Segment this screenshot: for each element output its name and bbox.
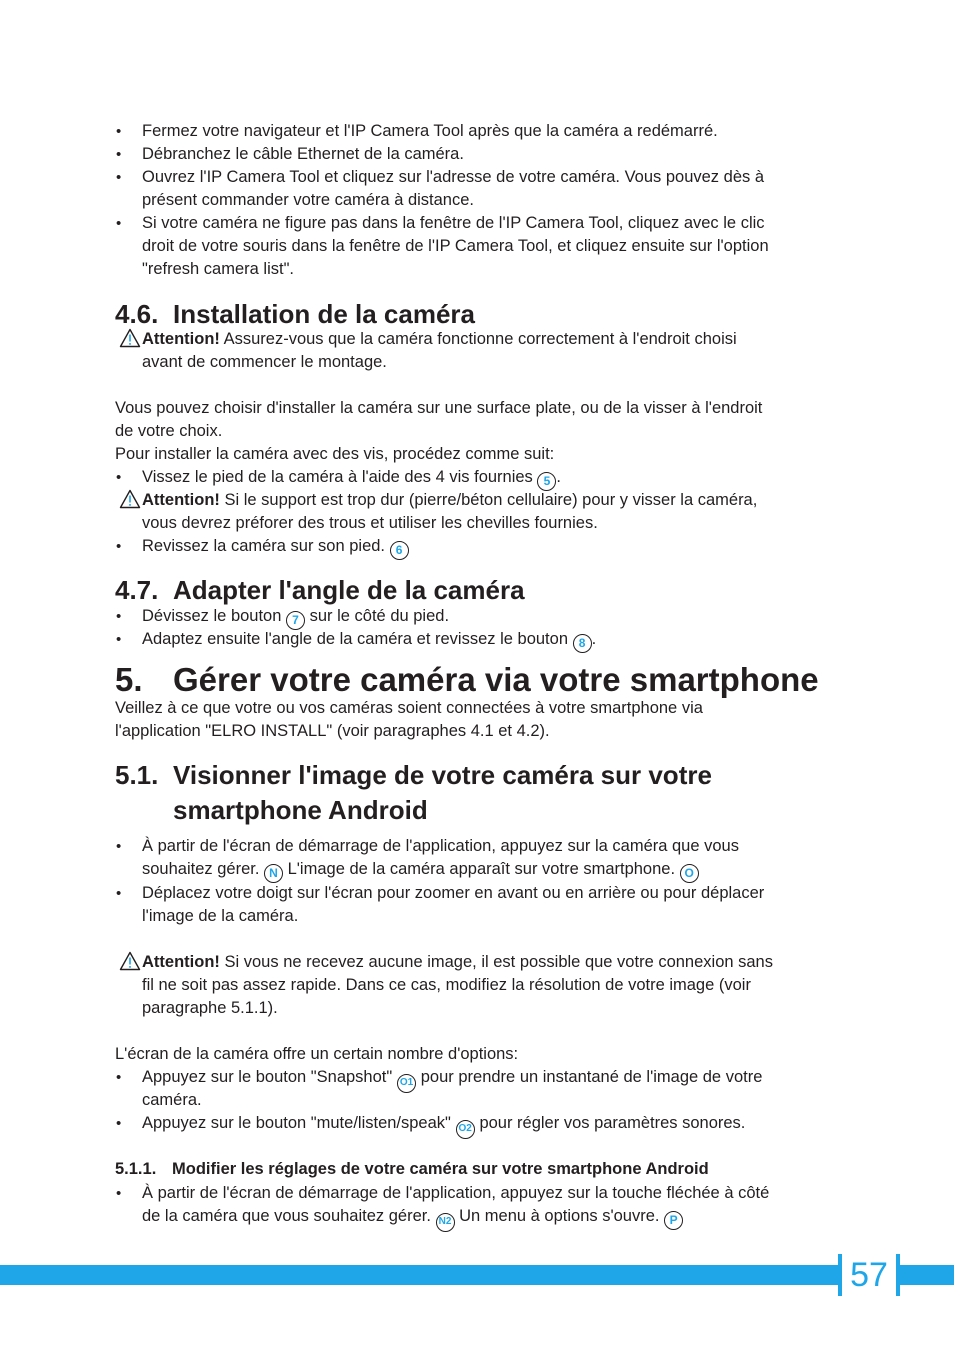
paragraph-line: de votre choix.	[115, 422, 223, 440]
list-item-text: Dévissez le bouton	[142, 607, 282, 625]
list-item-line: Déplacez votre doigt sur l'écran pour zoomer en avant ou en arrière ou pour déplacer	[142, 884, 765, 902]
paragraph-line: Vous pouvez choisir d'installer la caméra sur une surface plate, ou de la visser à l'endroit	[115, 399, 763, 417]
bullet-mark: •	[116, 146, 122, 163]
figure-ref-badge: 8	[573, 634, 592, 653]
attention-label: Attention!	[142, 330, 220, 348]
bullet-mark: •	[116, 1115, 122, 1132]
bullet-mark: •	[116, 169, 122, 186]
intro-bullet-3-line-1: Ouvrez l'IP Camera Tool et cliquez sur l'adresse de votre caméra. Vous pouvez dès à	[142, 168, 765, 186]
chapter-title: Gérer votre caméra via votre smartphone	[173, 661, 819, 698]
list-item-text: sur le côté du pied.	[309, 607, 450, 625]
list-item-line: À partir de l'écran de démarrage de l'application, appuyez sur la caméra que vous	[142, 837, 739, 855]
section-5-1-heading	[115, 758, 712, 792]
intro-bullet-4-line-3: "refresh camera list".	[142, 260, 295, 278]
section-4-6-heading	[115, 297, 475, 331]
list-item	[142, 628, 596, 653]
list-item-text: Un menu à options s'ouvre.	[459, 1207, 660, 1225]
list-item-text: pour régler vos paramètres sonores.	[479, 1114, 746, 1132]
attention-text: Si le support est trop dur (pierre/béton cellulaire) pour y visser la caméra,	[224, 491, 758, 509]
list-item-text: L'image de la caméra apparaît sur votre smartphone.	[287, 860, 676, 878]
warning-icon	[119, 489, 141, 509]
list-item-text: Appuyez sur le bouton "Snapshot"	[142, 1068, 393, 1086]
intro-bullet-4-line-1: Si votre caméra ne figure pas dans la fenêtre de l'IP Camera Tool, cliquez avec le clic	[142, 214, 765, 232]
section-number: 4.6.	[115, 299, 159, 329]
list-item-line	[142, 858, 699, 883]
punctuation: .	[556, 468, 561, 486]
page-number: 57	[838, 1254, 900, 1296]
footer-accent-bar	[0, 1265, 954, 1285]
attention-label: Attention!	[142, 953, 220, 971]
section-number: 5.1.1.	[115, 1160, 157, 1178]
punctuation: .	[591, 630, 597, 648]
paragraph-line: l'application "ELRO INSTALL" (voir paragraphes 4.1 et 4.2).	[115, 722, 550, 740]
list-item-text: Revissez la caméra sur son pied.	[142, 537, 386, 555]
figure-ref-badge: 7	[286, 611, 305, 630]
intro-bullet-2: Débranchez le câble Ethernet de la caméra.	[142, 145, 464, 163]
bullet-mark: •	[116, 1069, 122, 1086]
bullet-mark: •	[116, 838, 122, 855]
bullet-mark: •	[116, 469, 122, 486]
attention-note-1-line-1	[142, 328, 737, 351]
section-title-line-2: smartphone Android	[173, 795, 428, 825]
section-title: Installation de la caméra	[173, 299, 476, 329]
bullet-mark: •	[116, 631, 122, 648]
attention-note-3-line-1	[142, 951, 773, 974]
list-item-text: Appuyez sur le bouton "mute/listen/speak"	[142, 1114, 451, 1132]
section-title: Modifier les réglages de votre caméra sur votre smartphone Android	[172, 1160, 709, 1178]
list-item-line: caméra.	[142, 1091, 202, 1109]
attention-note-3-line-2: fil ne soit pas assez rapide. Dans ce cas, modifiez la résolution de votre image (voir	[142, 976, 751, 994]
list-item-line	[142, 1112, 745, 1139]
list-item-text: Vissez le pied de la caméra à l'aide des 4 vis fournies	[142, 468, 533, 486]
section-4-7-heading	[115, 573, 525, 607]
paragraph-line: Pour installer la caméra avec des vis, procédez comme suit:	[115, 445, 555, 463]
attention-note-2-line-2: vous devrez préforer des trous et utiliser les chevilles fournies.	[142, 514, 598, 532]
list-item-line	[142, 1205, 683, 1232]
figure-ref-badge: N2	[436, 1213, 455, 1232]
intro-bullet-1: Fermez votre navigateur et l'IP Camera Tool après que la caméra a redémarré.	[142, 122, 718, 140]
warning-icon	[119, 328, 141, 348]
section-number: 5.1.	[115, 760, 159, 790]
bullet-mark: •	[116, 123, 122, 140]
chapter-5-heading	[115, 660, 819, 700]
list-item-text: pour prendre un instantané de l'image de votre	[420, 1068, 763, 1086]
bullet-mark: •	[116, 608, 122, 625]
figure-ref-badge: O1	[397, 1074, 416, 1093]
figure-ref-badge: P	[664, 1211, 683, 1230]
list-item	[142, 466, 561, 491]
chapter-number: 5.	[115, 661, 143, 698]
list-item-text: souhaitez gérer.	[142, 860, 260, 878]
intro-bullet-4-line-2: droit de votre souris dans la fenêtre de l'IP Camera Tool, et cliquez ensuite sur l'option	[142, 237, 769, 255]
list-item	[142, 605, 449, 630]
list-item-text: de la caméra que vous souhaitez gérer.	[142, 1207, 431, 1225]
bullet-mark: •	[116, 538, 122, 555]
section-title-line-1: Visionner l'image de votre caméra sur votre	[173, 760, 712, 790]
attention-note-1-line-2: avant de commencer le montage.	[142, 353, 387, 371]
figure-ref-badge: O	[680, 864, 699, 883]
section-number: 4.7.	[115, 575, 159, 605]
paragraph-line: Veillez à ce que votre ou vos caméras soient connectées à votre smartphone via	[115, 699, 703, 717]
attention-note-3-line-3: paragraphe 5.1.1).	[142, 999, 278, 1017]
bullet-mark: •	[116, 215, 122, 232]
list-item-line: À partir de l'écran de démarrage de l'application, appuyez sur la touche fléchée à côté	[142, 1184, 770, 1202]
section-title: Adapter l'angle de la caméra	[173, 575, 525, 605]
figure-ref-badge: 6	[390, 541, 409, 560]
bullet-mark: •	[116, 885, 122, 902]
list-item-text: Adaptez ensuite l'angle de la caméra et revissez le bouton	[142, 630, 568, 648]
bullet-mark: •	[116, 1185, 122, 1202]
list-item-line	[142, 1066, 762, 1093]
intro-bullet-3-line-2: présent commander votre caméra à distance.	[142, 191, 474, 209]
figure-ref-badge: 5	[537, 472, 556, 491]
list-item	[142, 535, 409, 560]
section-5-1-1-heading	[115, 1158, 709, 1181]
figure-ref-badge: N	[264, 864, 283, 883]
warning-icon	[119, 951, 141, 971]
figure-ref-badge: O2	[456, 1120, 475, 1139]
list-item-line: l'image de la caméra.	[142, 907, 299, 925]
attention-text: Assurez-vous que la caméra fonctionne correctement à l'endroit choisi	[223, 330, 737, 348]
attention-text: Si vous ne recevez aucune image, il est possible que votre connexion sans	[224, 953, 773, 971]
paragraph-line: L'écran de la caméra offre un certain nombre d'options:	[115, 1045, 519, 1063]
attention-note-2-line-1	[142, 489, 757, 512]
attention-label: Attention!	[142, 491, 220, 509]
